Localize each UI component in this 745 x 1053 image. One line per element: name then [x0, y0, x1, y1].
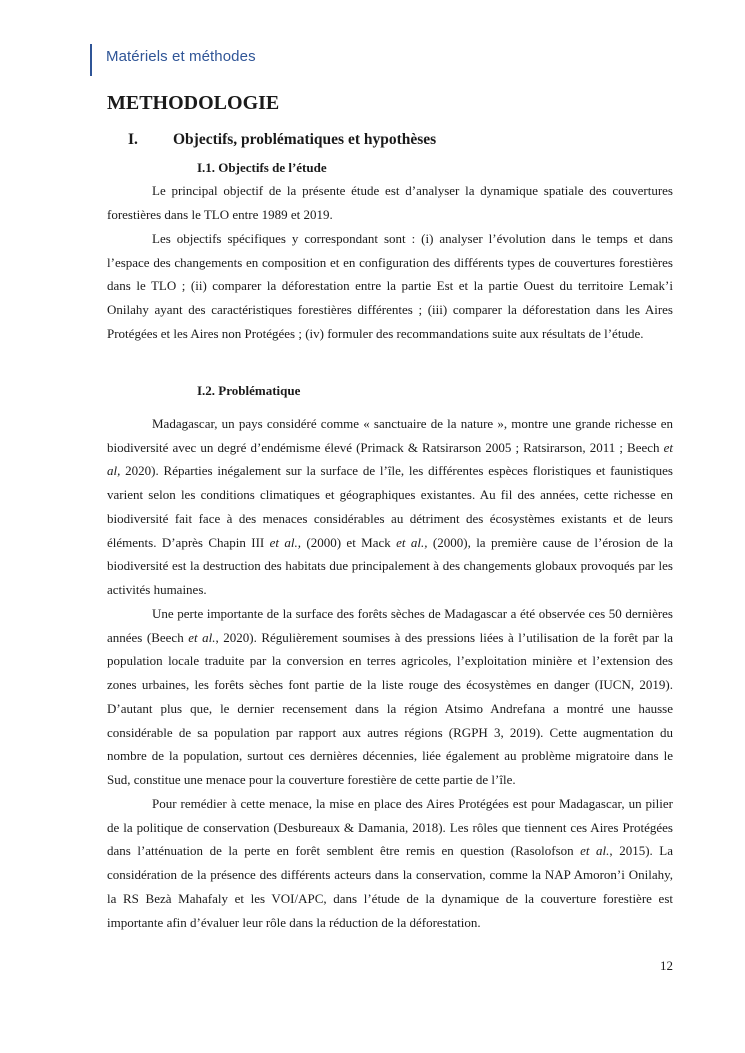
text-run: Madagascar, un pays considéré comme « sanctuaire de la nature », montre une grande richesse en biodiversité avec un degré d’endémisme élevé (Primack & Ratsirarson 2005 ; Ratsirarson, 2011 ; Beech	[107, 416, 673, 455]
main-title: METHODOLOGIE	[107, 92, 280, 114]
paragraph-problematique-2	[107, 602, 673, 792]
paragraph-objectifs-specifiques: Les objectifs spécifiques y correspondant sont : (i) analyser l’évolution dans le temps et dans l’espace des changements en composition et en configuration des différents types de couvertures forestières dans le TLO ; (ii) comparer la déforestation entre la partie Est et la partie Ouest du territoire Lemak’i Onilahy ayant des caractéristiques forestières différentes ; (iii) comparer la déforestation dans les Aires Protégées et les Aires non Protégées ; (iv) formuler des recommandations suite aux résultats de l’étude.	[107, 231, 673, 341]
text-run: Une perte importante de la surface des forêts sèches de Madagascar a été observée ces 50 dernières années (Beech	[107, 606, 673, 645]
citation-etal: et al,	[107, 439, 673, 479]
paragraph-objectif-principal: Le principal objectif de la présente étude est d’analyser la dynamique spatiale des couvertures forestières dans le TLO entre 1989 et 2019.	[107, 183, 673, 222]
text-run: Pour remédier à cette menace, la mise en place des Aires Protégées est pour Madagascar, un pilier de la politique de conservation (Desbureaux & Damania, 2018). Les rôles que tiennent ces Aires Protégées dans l’atténuation de la perte en forêt semblent être remis en question (Rasolofson	[107, 796, 673, 859]
citation-etal: et al.	[188, 629, 216, 645]
paragraph-problematique-1	[107, 412, 673, 602]
text-run: (2000), la première cause de l’érosion de la biodiversité est la destruction des habitats due principalement à des changements globaux provoqués par les activités humaines.	[107, 534, 674, 597]
citation-etal: et al.	[580, 843, 610, 859]
text-run: (2000) et Mack	[301, 534, 397, 550]
text-run: , 2015). La considération de la présence des différents acteurs dans la conservation, comme la NAP Amoron’i Onilahy, la RS Bezà Mahafaly et les VOI/APC, dans l’étude de la dynamique de la couverture forestière est importante afin d’évaluer leur rôle dans la réduction de la déforestation.	[107, 843, 673, 930]
citation-etal: et al.,	[269, 534, 302, 550]
section-title: Objectifs, problématiques et hypothèses	[173, 131, 437, 148]
running-header: Matériels et méthodes	[106, 48, 256, 65]
header-accent-bar	[90, 44, 92, 76]
citation-etal: et al.,	[396, 534, 428, 550]
subsection-title-problematique: I.2. Problématique	[197, 383, 301, 398]
paragraph-problematique-3	[107, 792, 673, 934]
subsection-title-objectifs: I.1. Objectifs de l’étude	[197, 160, 327, 175]
page-number: 12	[660, 958, 673, 973]
text-run: 2020). Réparties inégalement sur la surface de l’île, les différentes espèces floristiques et faunistiques varient selon les conditions climatiques et géographiques existantes. Au fil des années, cette richesse en biodiversité fait face à des menaces considérables au détriment des écosystèmes existants et de leurs éléments. D’après Chapin III	[107, 463, 673, 550]
text-run: , 2020). Régulièrement soumises à des pressions liées à l’utilisation de la forêt par la population locale traduite par la conversion en terres agricoles, l’exploitation minière et l’extension des zones urbaines, les forêts sèches font partie de la liste rouge des écosystèmes en danger (IUCN, 2019). D’autant plus que, le dernier recensement dans la région Atsimo Andrefana a montré une hausse considérable de sa population par rapport aux autres régions (RGPH 3, 2019). Cette augmentation du nombre de la population, surtout ces dernières décennies, liée également au problème migratoire dans le Sud, constitue une menace pour la couverture forestière de cette partie de l’île.	[107, 629, 673, 787]
section-number: I.	[128, 131, 138, 148]
